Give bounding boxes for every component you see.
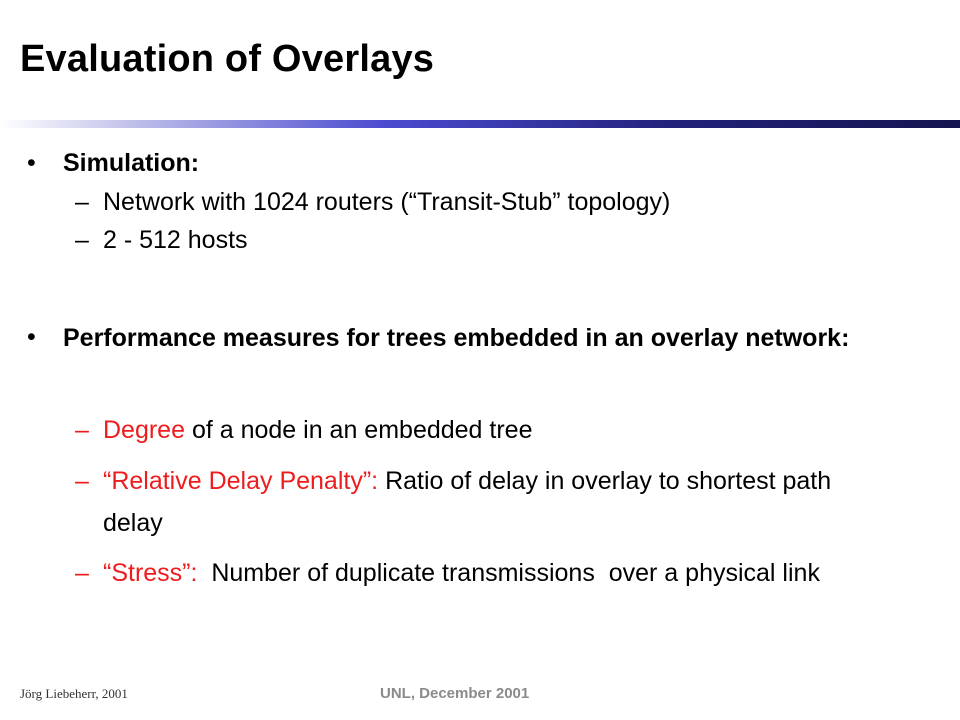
bullet-marker: • bbox=[27, 149, 36, 177]
footer-author: Jörg Liebeherr, 2001 bbox=[20, 686, 128, 701]
term-description: Ratio of delay in overlay to shortest path delay bbox=[103, 467, 832, 537]
sub-bullet-text bbox=[103, 410, 903, 450]
sub-bullet-marker: – bbox=[75, 559, 89, 587]
highlight-term: “Relative Delay Penalty”: bbox=[103, 467, 379, 495]
sub-bullet-text: Network with 1024 routers (“Transit-Stub” topology) bbox=[103, 188, 671, 216]
sub-bullet-text bbox=[103, 460, 863, 544]
sub-bullet-marker: – bbox=[75, 416, 89, 444]
highlight-term: “Stress”: bbox=[103, 559, 198, 587]
sub-bullet-marker: – bbox=[75, 226, 89, 254]
term-description: Number of duplicate transmissions over a physical link bbox=[197, 559, 820, 587]
term-description: of a node in an embedded tree bbox=[185, 416, 533, 444]
slide-title: Evaluation of Overlays bbox=[20, 38, 435, 80]
title-divider-bar bbox=[0, 120, 960, 128]
bullet-marker: • bbox=[27, 323, 36, 351]
highlight-term: Degree bbox=[103, 416, 185, 444]
sub-bullet-text: 2 - 512 hosts bbox=[103, 226, 248, 254]
footer-event: UNL, December 2001 bbox=[380, 685, 530, 702]
bullet-heading: Performance measures for trees embedded in an overlay network: bbox=[63, 324, 850, 352]
sub-bullet-marker: – bbox=[75, 467, 89, 495]
bullet-heading: Simulation: bbox=[63, 149, 200, 177]
sub-bullet-text bbox=[103, 552, 863, 594]
sub-bullet-marker: – bbox=[75, 188, 89, 216]
